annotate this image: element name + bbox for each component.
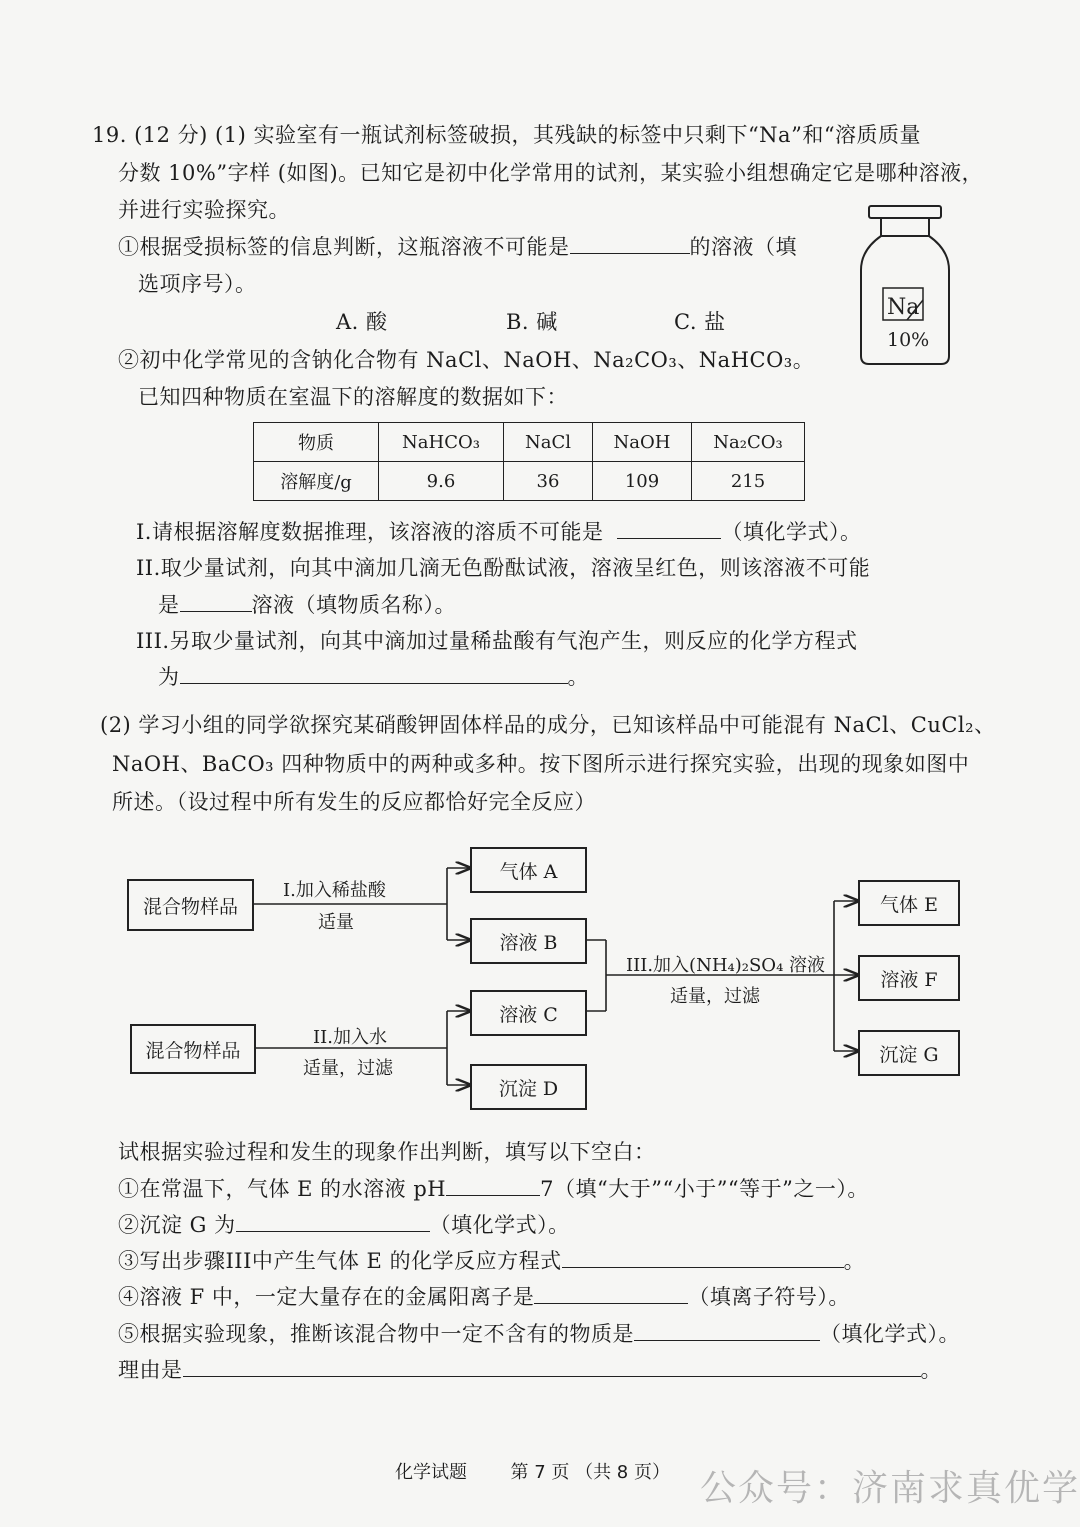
- solution-b-box: 溶液 B: [470, 918, 587, 964]
- q19-ii-suffix: 溶液（填物质名称）。: [251, 593, 456, 617]
- questions-intro: 试根据实验过程和发生的现象作出判断，填写以下空白：: [118, 1140, 656, 1164]
- mixture-sample-box-2: 混合物样品: [130, 1024, 256, 1074]
- q19-line2: 分数 10%”字样 (如图)。已知它是初中化学常用的试剂，某实验小组想确定它是哪种溶液，: [118, 161, 984, 185]
- table-cell: 溶解度/g: [254, 462, 379, 501]
- q19-iii: III.另取少量试剂，向其中滴加过量稀盐酸有气泡产生，则反应的化学方程式: [136, 629, 858, 653]
- question-5-suffix: （填化学式）。: [820, 1322, 960, 1346]
- question-4-suffix: （填离子符号）。: [688, 1285, 850, 1309]
- question-6-suffix: 。: [920, 1358, 942, 1382]
- q19-line3: 并进行实验探究。: [118, 198, 290, 222]
- option-b: B. 碱: [506, 310, 558, 334]
- answer-blank[interactable]: [634, 1322, 820, 1341]
- step1-label: I.加入稀盐酸: [283, 880, 386, 901]
- footer-title: 化学试题: [395, 1462, 467, 1483]
- answer-blank[interactable]: [236, 1213, 430, 1232]
- q19-i-text: I.请根据溶解度数据推理，该溶液的溶质不可能是: [136, 520, 604, 544]
- table-cell: NaCl: [504, 423, 593, 462]
- table-cell: 物质: [254, 423, 379, 462]
- part2-line1: (2) 学习小组的同学欲探究某硝酸钾固体样品的成分，已知该样品中可能混有 NaCl、CuCl₂、: [100, 713, 996, 737]
- question-5-text: ⑤根据实验现象，推断该混合物中一定不含有的物质是: [118, 1322, 634, 1346]
- option-c: C. 盐: [674, 310, 726, 334]
- bottle-label-percent: 10%: [887, 329, 930, 351]
- solution-f-box: 溶液 F: [858, 955, 960, 1001]
- answer-blank[interactable]: [562, 1249, 844, 1268]
- q19-ii: II.取少量试剂，向其中滴加几滴无色酚酞试液，溶液呈红色，则该溶液不可能: [136, 556, 871, 580]
- question-1: [118, 1176, 869, 1202]
- part2-line2: NaOH、BaCO₃ 四种物质中的两种或多种。按下图所示进行探究实验，出现的现象如图中: [112, 752, 970, 776]
- question-1-text: ①在常温下，气体 E 的水溶液 pH: [118, 1177, 447, 1201]
- table-cell: 109: [593, 462, 692, 501]
- q19-iii-suffix: 。: [567, 665, 589, 689]
- option-a: A. 酸: [336, 310, 388, 334]
- answer-blank[interactable]: [534, 1285, 688, 1304]
- question-6-text: 理由是: [118, 1358, 183, 1382]
- precipitate-g-box: 沉淀 G: [858, 1030, 960, 1076]
- step2-condition: 适量，过滤: [303, 1058, 393, 1079]
- table-cell: Na₂CO₃: [692, 423, 805, 462]
- q19-sub2: ②初中化学常见的含钠化合物有 NaCl、NaOH、Na₂CO₃、NaHCO₃。: [118, 348, 815, 372]
- question-2-text: ②沉淀 G 为: [118, 1213, 236, 1237]
- q19-sub1-line2: 选项序号）。: [138, 272, 257, 296]
- step3-condition: 适量，过滤: [670, 986, 760, 1007]
- mixture-sample-box-1: 混合物样品: [127, 879, 254, 931]
- table-cell: 215: [692, 462, 805, 501]
- table-cell: 9.6: [379, 462, 504, 501]
- question-3: [118, 1248, 865, 1274]
- step2-label: II.加入水: [313, 1027, 387, 1048]
- answer-blank[interactable]: [183, 1358, 921, 1377]
- question-3-suffix: 。: [843, 1249, 866, 1273]
- question-2: [118, 1212, 570, 1238]
- q19-ii-prefix: 是: [158, 593, 180, 617]
- table-cell: NaOH: [593, 423, 692, 462]
- question-4: [118, 1284, 850, 1310]
- solution-c-box: 溶液 C: [470, 990, 587, 1036]
- question-1-suffix: 7（填“大于”“小于”“等于”之一）。: [540, 1177, 869, 1201]
- gas-e-box: 气体 E: [858, 880, 960, 926]
- precipitate-d-box: 沉淀 D: [470, 1064, 587, 1110]
- part2-line3: 所述。（设过程中所有发生的反应都恰好完全反应）: [112, 790, 596, 814]
- watermark: 公众号：济南求真优学: [700, 1468, 1080, 1509]
- q19-line1: 19. (12 分) (1) 实验室有一瓶试剂标签破损，其残缺的标签中只剩下“Na”和“溶质质量: [92, 123, 922, 147]
- gas-a-box: 气体 A: [470, 847, 587, 893]
- footer-page-number: 第 7 页 （共 8 页）: [510, 1462, 670, 1483]
- question-6: [118, 1357, 942, 1383]
- q19-sub1-suffix: 的溶液（填: [689, 235, 797, 259]
- step3-label: III.加入(NH₄)₂SO₄ 溶液: [626, 955, 826, 976]
- bottle-label-na: Na: [887, 295, 920, 320]
- question-4-text: ④溶液 F 中，一定大量存在的金属阳离子是: [118, 1285, 535, 1309]
- q19-sub1-text: ①根据受损标签的信息判断，这瓶溶液不可能是: [118, 235, 570, 259]
- q19-iii-prefix: 为: [158, 665, 180, 689]
- page-footer: [395, 1458, 670, 1484]
- q19-i-suffix: （填化学式）。: [721, 520, 862, 544]
- answer-blank[interactable]: [446, 1177, 540, 1196]
- step1-condition: 适量: [318, 912, 354, 933]
- question-3-text: ③写出步骤III中产生气体 E 的化学反应方程式: [118, 1249, 562, 1273]
- q19-sub2-line2: 已知四种物质在室温下的溶解度的数据如下：: [138, 385, 568, 409]
- question-5: [118, 1321, 960, 1347]
- table-cell: 36: [504, 462, 593, 501]
- question-2-suffix: （填化学式）。: [429, 1213, 570, 1237]
- table-cell: NaHCO₃: [379, 423, 504, 462]
